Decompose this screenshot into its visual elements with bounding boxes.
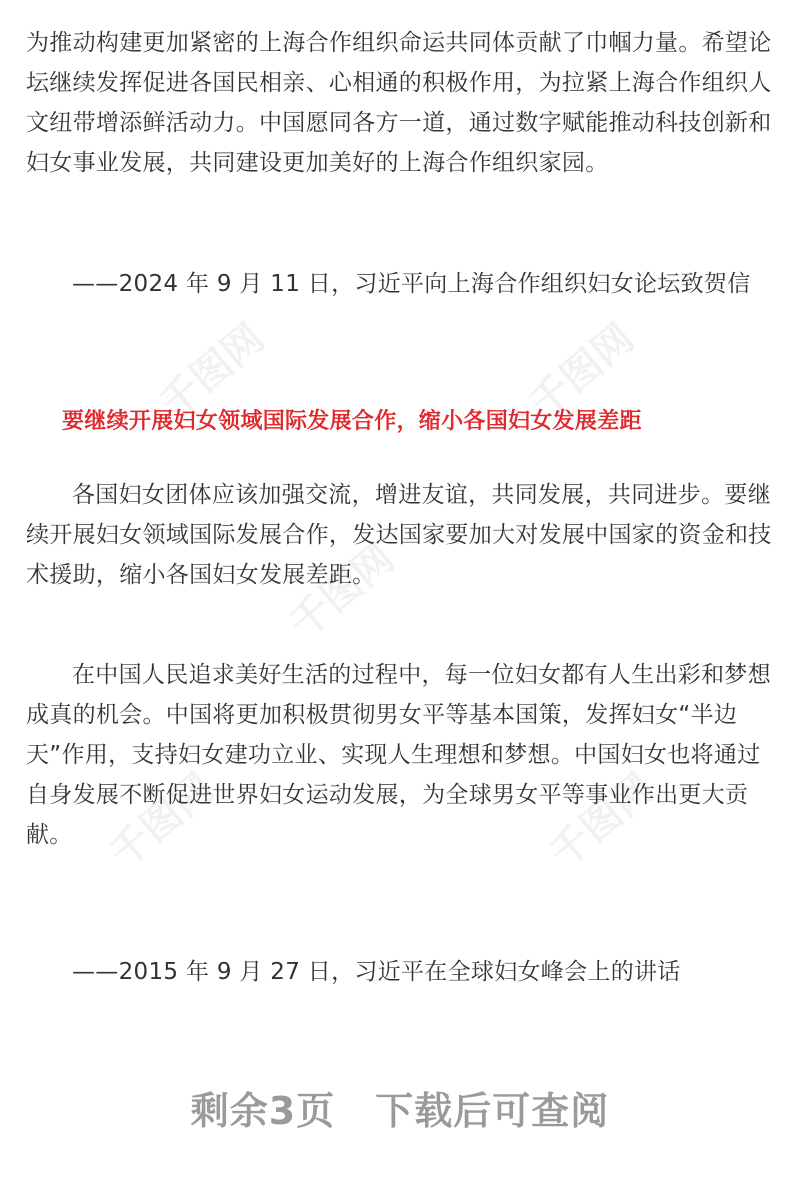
remaining-pages-label: 剩余3页 (190, 1089, 336, 1133)
source-citation-1: ——2024 年 9 月 11 日，习近平向上海合作组织妇女论坛致贺信 (72, 271, 751, 297)
paragraph-3: 在中国人民追求美好生活的过程中，每一位妇女都有人生出彩和梦想成真的机会。中国将更加积极贯彻男女平等基本国策，发挥妇女“半边天”作用，支持妇女建功立业、实现人生理想和梦想。中国妇女也将通过自身发展不断促进世界妇女运动发展，为全球男女平等事业作出更大贡献。 (26, 662, 771, 848)
paragraph-1: 为推动构建更加紧密的上海合作组织命运共同体贡献了巾帼力量。希望论坛继续发挥促进各国民相亲、心相通的积极作用，为拉紧上海合作组织人文纽带增添鲜活动力。中国愿同各方一道，通过数字赋能推动科技创新和妇女事业发展，共同建设更加美好的上海合作组织家园。 (26, 30, 772, 176)
watermark: 千图网 (521, 314, 643, 428)
watermark: 千图网 (541, 764, 663, 878)
source-citation-2: ——2015 年 9 月 27 日，习近平在全球妇女峰会上的讲话 (72, 959, 681, 985)
download-prompt[interactable] (0, 1080, 800, 1135)
watermark: 千图网 (281, 534, 403, 648)
section-heading: 要继续开展妇女领域国际发展合作，缩小各国妇女发展差距 (62, 409, 642, 434)
paragraph-2: 各国妇女团体应该加强交流，增进友谊，共同发展，共同进步。要继续开展妇女领域国际发展合作，发达国家要加大对发展中国家的资金和技术援助，缩小各国妇女发展差距。 (26, 482, 772, 588)
watermark: 千图网 (151, 314, 273, 428)
download-to-view-label: 下载后可查阅 (375, 1089, 610, 1133)
watermark: 千图网 (101, 764, 223, 878)
